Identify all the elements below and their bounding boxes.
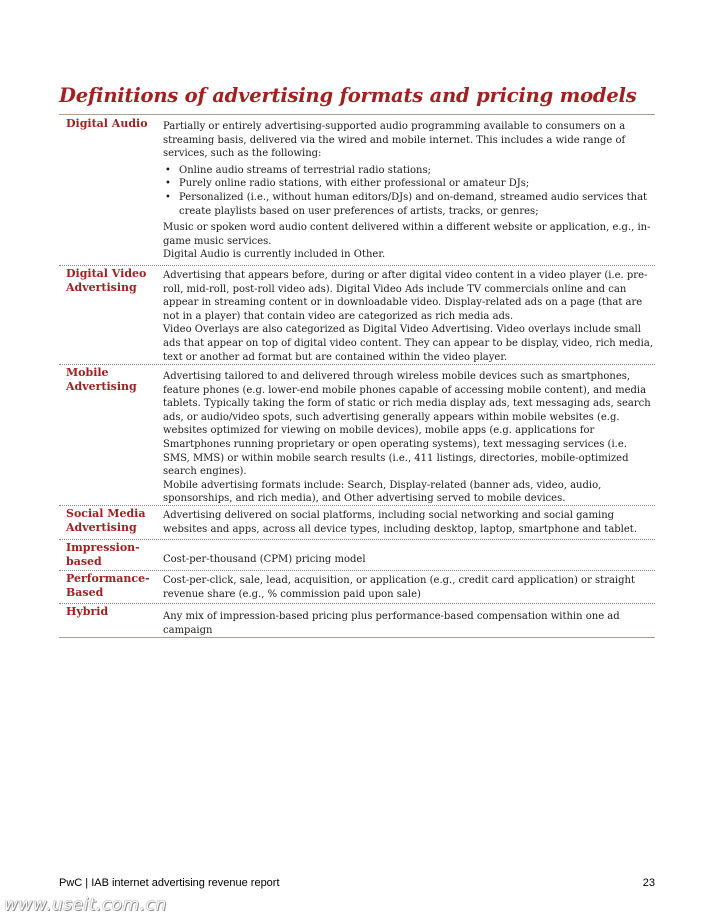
description-paragraph: Advertising tailored to and delivered through wireless mobile devices such as smartphones, feature phones (e.g. lower-end mobile phones capable of accessing mobile content), and media tablets. Typically taking the form of static or rich media display ads, text messaging ads, search ads, or audio/video spots, such advertising generally appears within mobile websites (e.g. websites optimized for viewing on mobile devices), mobile apps (e.g. applications for Smartphones running proprietary or open operating systems), text messaging services (i.e. SMS, MMS) or within mobile search results (i.e., 411 listings, directories, mobile-optimized search engines). (163, 371, 651, 478)
page-number: 23 (642, 877, 655, 889)
description-paragraph: Music or spoken word audio content delivered within a different website or application, e.g., in-game music services. (163, 222, 651, 247)
term-impression-based: Impression-based (66, 541, 140, 568)
term-mobile-advertising: Mobile Advertising (66, 366, 137, 393)
description-paragraph: Video Overlays are also categorized as Digital Video Advertising. Video overlays include small ads that appear on top of digital video content. They can appear to be display, video, rich media, text or another ad format but are contained within the video player. (163, 324, 654, 363)
term-digital-audio: Digital Audio (66, 117, 148, 130)
footer-text: PwC | IAB internet advertising revenue report (59, 877, 280, 889)
definition-row-mobile-advertising (59, 365, 655, 506)
description-mobile-advertising (163, 366, 655, 505)
definition-row-digital-audio (59, 115, 655, 266)
definitions-table (59, 115, 655, 638)
description-hybrid (163, 605, 655, 637)
term-hybrid: Hybrid (66, 605, 109, 618)
term-digital-video-advertising: Digital Video Advertising (66, 267, 147, 294)
description-digital-video-advertising (163, 267, 655, 364)
description-paragraph: Digital Audio is currently included in Other. (163, 249, 386, 261)
description-paragraph: Advertising that appears before, during or after digital video content in a video player (i.e. pre-roll, mid-roll, post-roll video ads). Digital Video Ads include TV commercials online and can appear in streaming content or in downloadable video. Display-related ads on a page (that are not in a player) that contain video are categorized as rich media ads. (163, 270, 648, 322)
description-paragraph: Mobile advertising formats include: Search, Display-related (banner ads, video, audio, sponsorships, and rich media), and Other advertising served to mobile devices. (163, 479, 602, 505)
definition-row-impression-based (59, 540, 655, 571)
description-digital-audio (163, 117, 655, 265)
bullet-item: • Purely online radio stations, with either professional or amateur DJs; (163, 177, 653, 191)
description-paragraph: Cost-per-click, sale, lead, acquisition, or application (e.g., credit card application) or straight revenue share (e.g., % commission paid upon sale) (163, 575, 635, 600)
description-performance-based (163, 572, 655, 603)
description-impression-based (163, 541, 655, 570)
description-social-media-advertising (163, 507, 655, 539)
description-paragraph: Partially or entirely advertising-supported audio programming available to consumers on a streaming basis, delivered via the wired and mobile internet. This includes a wide range of services, such as the following: (163, 121, 626, 160)
bullet-item: • Online audio streams of terrestrial radio stations; (163, 164, 653, 178)
definition-row-digital-video-advertising (59, 266, 655, 365)
description-paragraph: Cost-per-thousand (CPM) pricing model (163, 554, 366, 565)
description-paragraph: Advertising delivered on social platforms, including social networking and social gaming websites and apps, across all device types, including desktop, laptop, smartphone and tablet. (163, 510, 637, 535)
bullet-item: • Personalized (i.e., without human editors/DJs) and on-demand, streamed audio services that create playlists based on user preferences of artists, tracks, or genres; (163, 191, 653, 218)
page-title: Definitions of advertising formats and pricing models (59, 84, 637, 107)
description-paragraph: Any mix of impression-based pricing plus performance-based compensation within one ad campaign (163, 611, 620, 636)
definition-row-social-media-advertising (59, 506, 655, 540)
bullet-list (163, 164, 653, 218)
term-performance-based: Performance-Based (66, 572, 150, 599)
watermark: www.useit.com.cn (4, 895, 167, 915)
definition-row-hybrid (59, 604, 655, 638)
definition-row-performance-based (59, 571, 655, 604)
term-social-media-advertising: Social Media Advertising (66, 507, 146, 534)
